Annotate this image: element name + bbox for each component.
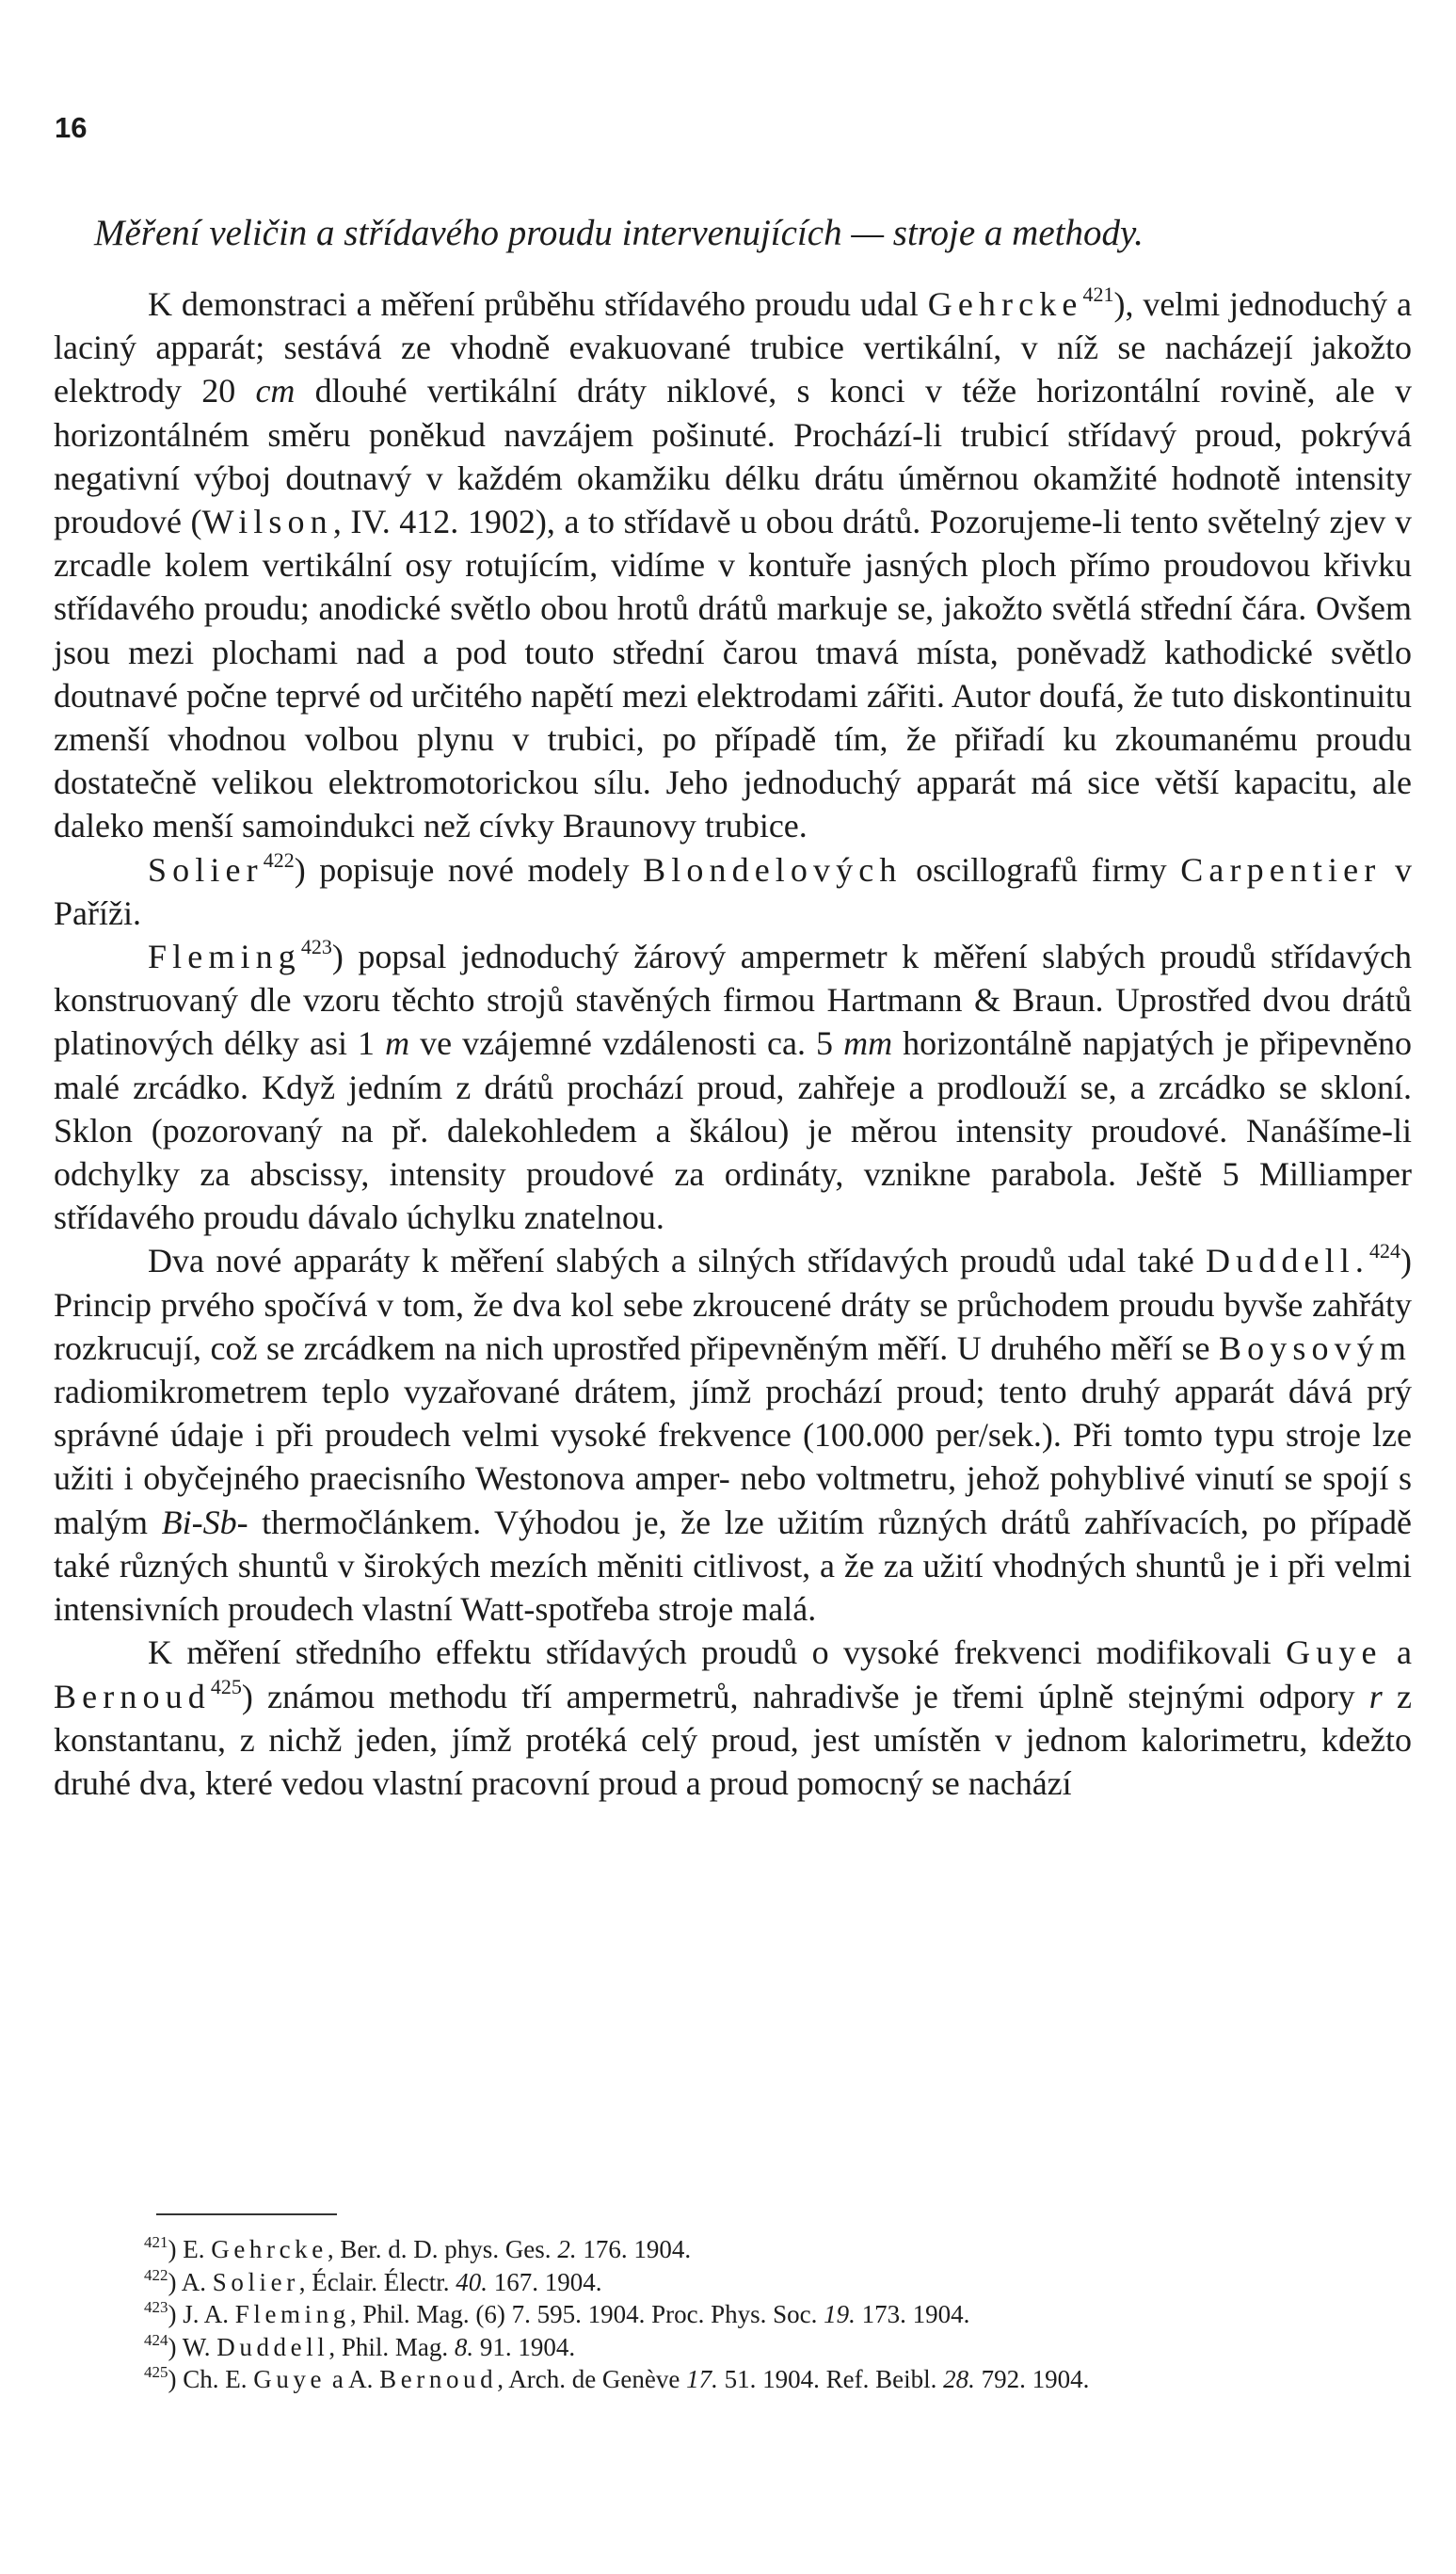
paragraph-gehrcke: K demonstraci a měření průběhu střídavého proudu udal Gehrcke$^{421}$), velmi jednoduchý a laciný apparát; sestává ze vhodně evakuované trubice vertikální, v níž se nacházejí jakožto elektrody 20 cm dlouhé vertikální dráty niklové, s konci v téže horizontální rovině, ale v horizontálném směru poněkud navzájem pošinuté. Prochází-li trubicí střídavý proud, pokrývá negativní výboj doutnavý v každém okamžiku délku drátu úměrnou okamžité hodnotě intensity proudové (Wilson, IV. 412. 1902), a to střídavě u obou drátů. Pozorujeme-li tento světelný zjev v zrcadle kolem vertikální osy rotujícím, vidíme v kontuře jasných ploch přímo proudovou křivku střídavého proudu; anodické světlo obou hrotů drátů markuje se, jakožto světlá střední čára. Ovšem jsou mezi plochami nad a pod touto střední čarou tmavá místa, poněvadž kathodické světlo doutnavé počne teprvé od určitého napětí mezi elektrodami zářiti. Autor doufá, že tuto diskontinuitu zmenší vhodnou volbou plynu v trubici, po případě tím, že přiřadí ku zkoumanému proudu dostatečně velikou elektromotorickou sílu. Jeho jednoduchý apparát má sice větší kapacitu, ale daleko menší samoindukci než cívky Braunovy trubice. bbox=[54, 282, 1412, 845]
footnote-ref: 424 bbox=[1369, 1239, 1400, 1263]
author-name: Gehrcke bbox=[927, 285, 1083, 323]
paragraph-solier: Solier$^{422}$) popisuje nové modely Blondelových oscillografů firmy Carpentier v Paříži. bbox=[54, 847, 1412, 932]
section-heading: Měření veličin a střídavého proudu intervenujících — stroje a methody. bbox=[94, 213, 1144, 253]
footnote-421: $^{421}$) E. Gehrcke, Ber. d. D. phys. Ges. 2. 176. 1904. bbox=[144, 2233, 692, 2263]
paragraph-duddell: Dva nové apparáty k měření slabých a silných střídavých proudů udal také Duddell.$^{424}$) Princip prvého spočívá v tom, že dva kol sebe zkroucené dráty se průchodem proudu byvše zahřáty rozkrucují, což se zrcádkem na nich uprostřed připevněným měří. U druhého měří se Boysovým radiomikrometrem teplo vyzařované drátem, jímž prochází proud; tento druhý apparát dává prý správné údaje i při proudech velmi vysoké frekvence (100.000 per/sek.). Při tomto typu stroje lze užiti i obyčejného praecisního Westonova amper- nebo voltmetru, jehož pohyblivé vinutí se spojí s malým Bi-Sb- thermočlánkem. Výhodou je, že lze užitím různých drátů zahřívacích, po případě také různých shuntů v širokých mezích měniti citlivost, a že za užití vhodných shuntů je i při velmi intensivních proudech vlastní Watt-spotřeba stroje malá. bbox=[54, 1239, 1413, 1629]
page-number: 16 bbox=[55, 111, 88, 144]
paragraph-guye-bernoud: K měření středního effektu střídavých proudů o vysoké frekvenci modifikovali Guye a Bernoud$^{425}$) známou methodu tří ampermetrů, nahradivše je třemi úplně stejnými odpory r z konstantanu, z nichž jeden, jímž protéká celý proud, jest umístěn v jednom kalorimetru, kdežto druhé dva, které vedou vlastní pracovní proud a proud pomocný se nachází bbox=[54, 1633, 1412, 1802]
footnote-ref: 423 bbox=[300, 935, 332, 959]
footnote-424: $^{424}$) W. Duddell, Phil. Mag. 8. 91. 1904. bbox=[144, 2330, 576, 2361]
unit: mm bbox=[843, 1024, 893, 1063]
author-name: Bernoud bbox=[54, 1677, 211, 1715]
author-name: Blondelových bbox=[643, 850, 903, 889]
author-name: Duddell. bbox=[1206, 1242, 1369, 1280]
body-text bbox=[54, 282, 1412, 1805]
footnote-423: $^{423}$) J. A. Fleming, Phil. Mag. (6) 7. 595. 1904. Proc. Phys. Soc. 19. 173. 1904. bbox=[144, 2298, 970, 2328]
variable: r bbox=[1368, 1677, 1383, 1715]
author-name: Wilson bbox=[201, 503, 333, 541]
footnote-divider bbox=[156, 2213, 337, 2215]
footnote-422: $^{422}$) A. Solier, Éclair. Électr. 40. 167. 1904. bbox=[144, 2265, 602, 2296]
unit: cm bbox=[255, 372, 296, 410]
footnote-ref: 421 bbox=[1082, 282, 1114, 306]
footnote-ref: 425 bbox=[210, 1674, 242, 1698]
author-name: Fleming bbox=[148, 938, 301, 976]
footnote-ref: 422 bbox=[263, 847, 295, 872]
formula: Bi-Sb- bbox=[161, 1503, 248, 1541]
company-name: Carpentier bbox=[1180, 850, 1382, 889]
author-name: Boysovým bbox=[1219, 1328, 1412, 1367]
author-name: Guye bbox=[1286, 1633, 1383, 1672]
author-name: Solier bbox=[148, 850, 264, 889]
paragraph-fleming: Fleming$^{423}$) popsal jednoduchý žárový ampermetr k měření slabých proudů střídavých konstruovaný dle vzoru těchto strojů stavěných firmou Hartmann & Braun. Uprostřed dvou drátů platinových délky asi 1 m ve vzájemné vzdálenosti ca. 5 mm horizontálně napjatých je připevněno malé zrcádko. Když jedním z drátů prochází proud, zahřeje a prodlouží se, a zrcádko se skloní. Sklon (pozorovaný na př. dalekohledem a škálou) je měrou intensity proudové. Nanášíme-li odchylky za abscissy, intensity proudové za ordináty, vznikne parabola. Ještě 5 Milliamper střídavého proudu dávalo úchylku znatelnou. bbox=[54, 935, 1413, 1237]
footnotes bbox=[54, 2233, 1412, 2396]
footnote-425: $^{425}$) Ch. E. Guye a A. Bernoud, Arch. de Genève 17. 51. 1904. Ref. Beibl. 28. 792. 1904. bbox=[144, 2363, 1090, 2393]
unit: m bbox=[385, 1024, 410, 1063]
